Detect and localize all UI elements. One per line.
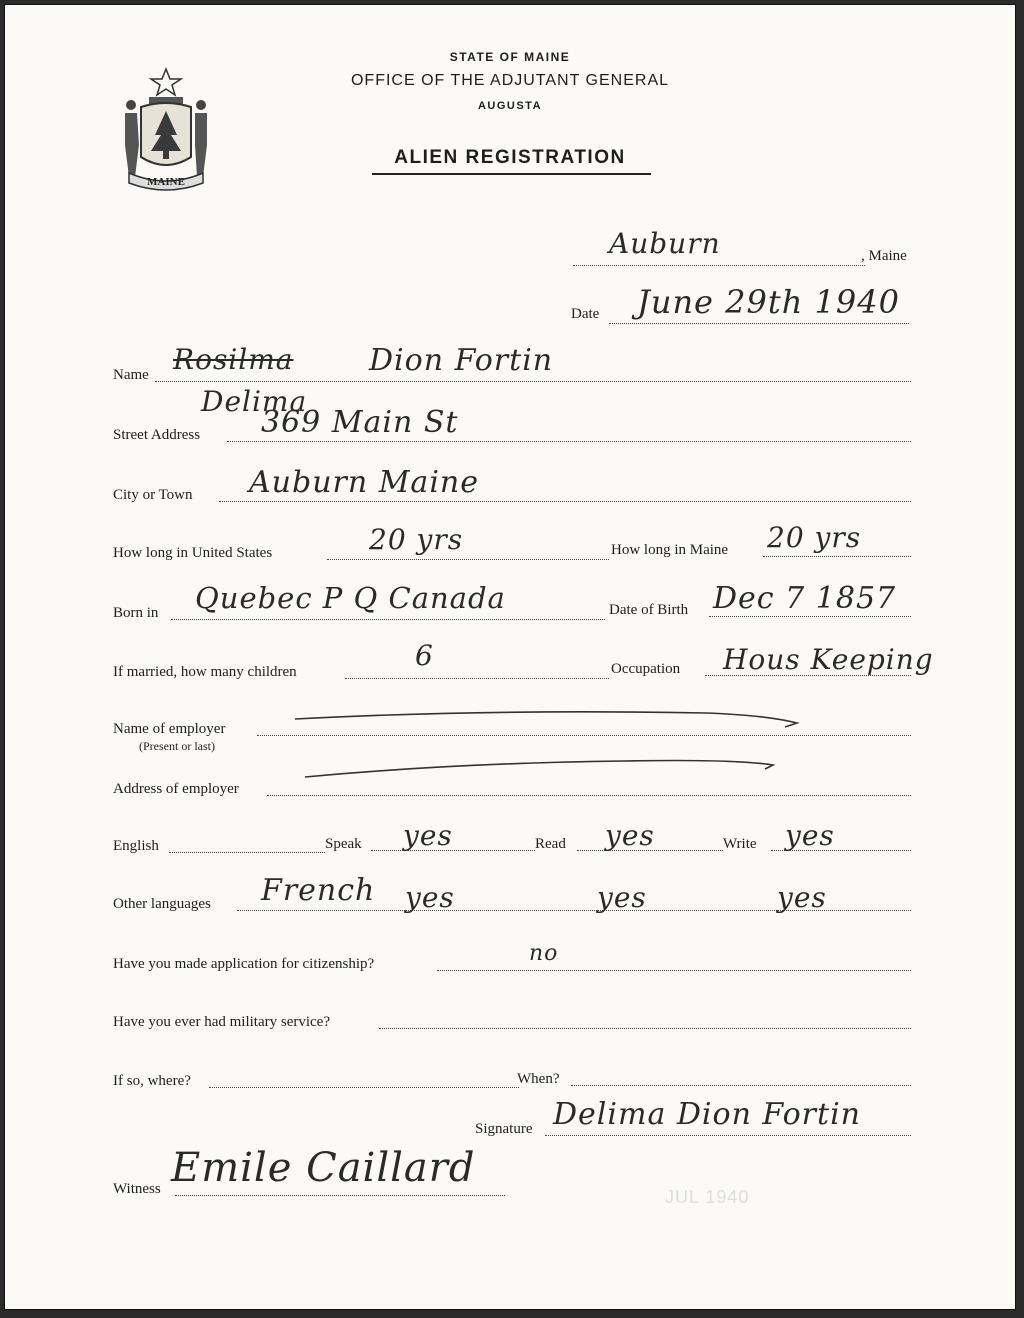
- seal-banner-text: MAINE: [147, 176, 185, 188]
- date-label: Date: [571, 306, 600, 322]
- witness-line: [175, 1195, 505, 1196]
- signature-entry[interactable]: Delima Dion Fortin: [553, 1097, 861, 1132]
- born-in-entry[interactable]: Quebec P Q Canada: [195, 581, 506, 615]
- header-city: AUGUSTA: [477, 100, 543, 112]
- signature-label: Signature: [475, 1121, 533, 1137]
- employer-sublabel: (Present or last): [139, 739, 215, 753]
- city-label: City or Town: [113, 487, 193, 503]
- maine-suffix: , Maine: [861, 248, 907, 264]
- english-write-entry[interactable]: yes: [785, 819, 835, 852]
- how-long-maine-label: How long in Maine: [611, 542, 729, 558]
- occupation-label: Occupation: [611, 661, 681, 677]
- english-speak-entry[interactable]: yes: [403, 819, 453, 852]
- street-entry[interactable]: 369 Main St: [261, 405, 459, 440]
- read-label: Read: [535, 836, 566, 852]
- form-title: ALIEN REGISTRATION: [394, 147, 626, 168]
- military-label: Have you ever had military service?: [113, 1014, 330, 1030]
- name-correction-entry[interactable]: Delima: [201, 385, 308, 418]
- when-label: When?: [517, 1071, 560, 1087]
- town-line: [573, 265, 865, 266]
- speak-label: Speak: [325, 836, 362, 852]
- employer-line: [257, 735, 911, 736]
- header-state: STATE OF MAINE: [449, 50, 571, 64]
- street-line: [227, 441, 911, 442]
- name-label: Name: [113, 367, 149, 383]
- dob-line: [709, 616, 911, 617]
- citizenship-label: Have you made application for citizenship?: [113, 956, 375, 972]
- city-line: [219, 501, 911, 502]
- name-struck-entry[interactable]: Rosilma: [173, 343, 294, 376]
- received-stamp: JUL 1940: [665, 1187, 750, 1207]
- born-in-label: Born in: [113, 605, 159, 621]
- how-long-us-label: How long in United States: [113, 545, 273, 561]
- how-long-us-entry[interactable]: 20 yrs: [369, 523, 464, 556]
- english-line: [169, 852, 325, 853]
- dob-entry[interactable]: Dec 7 1857: [713, 581, 897, 616]
- employer-dash-stroke: [285, 705, 825, 735]
- citizenship-line: [437, 970, 911, 971]
- where-label: If so, where?: [113, 1073, 191, 1089]
- title-underline: [372, 173, 651, 175]
- english-label: English: [113, 838, 159, 854]
- children-label: If married, how many children: [113, 664, 297, 680]
- street-label: Street Address: [113, 427, 201, 443]
- employer-address-line: [267, 795, 911, 796]
- name-entry[interactable]: Dion Fortin: [369, 343, 554, 378]
- how-long-us-line: [327, 559, 609, 560]
- other-languages-entry[interactable]: French: [261, 873, 376, 908]
- english-read-entry[interactable]: yes: [605, 819, 655, 852]
- military-line: [379, 1028, 911, 1029]
- speak-line: [371, 850, 535, 851]
- town-entry[interactable]: Auburn: [609, 227, 721, 260]
- employer-label: Name of employer: [113, 721, 226, 737]
- dob-label: Date of Birth: [609, 602, 689, 618]
- name-line: [155, 381, 911, 382]
- witness-entry[interactable]: Emile Caillard: [171, 1145, 476, 1191]
- header-office: OFFICE OF THE ADJUTANT GENERAL: [350, 72, 670, 89]
- where-line: [209, 1087, 519, 1088]
- employer-address-dash-stroke: [295, 753, 795, 783]
- when-line: [571, 1085, 911, 1086]
- signature-line: [545, 1135, 911, 1136]
- how-long-maine-entry[interactable]: 20 yrs: [767, 521, 862, 554]
- other-languages-label: Other languages: [113, 896, 211, 912]
- date-entry[interactable]: June 29th 1940: [637, 283, 900, 321]
- witness-label: Witness: [113, 1181, 161, 1197]
- citizenship-entry[interactable]: no: [529, 941, 559, 966]
- other-read-entry[interactable]: yes: [597, 881, 647, 914]
- registration-form: [4, 4, 1016, 1310]
- born-in-line: [171, 619, 605, 620]
- employer-address-label: Address of employer: [113, 781, 239, 797]
- date-line: [609, 323, 909, 324]
- occupation-entry[interactable]: Hous Keeping: [723, 643, 934, 676]
- city-entry[interactable]: Auburn Maine: [249, 465, 479, 500]
- write-label: Write: [723, 836, 757, 852]
- how-long-maine-line: [763, 556, 911, 557]
- other-speak-entry[interactable]: yes: [405, 881, 455, 914]
- other-write-entry[interactable]: yes: [777, 881, 827, 914]
- children-line: [345, 678, 609, 679]
- children-entry[interactable]: 6: [415, 639, 434, 672]
